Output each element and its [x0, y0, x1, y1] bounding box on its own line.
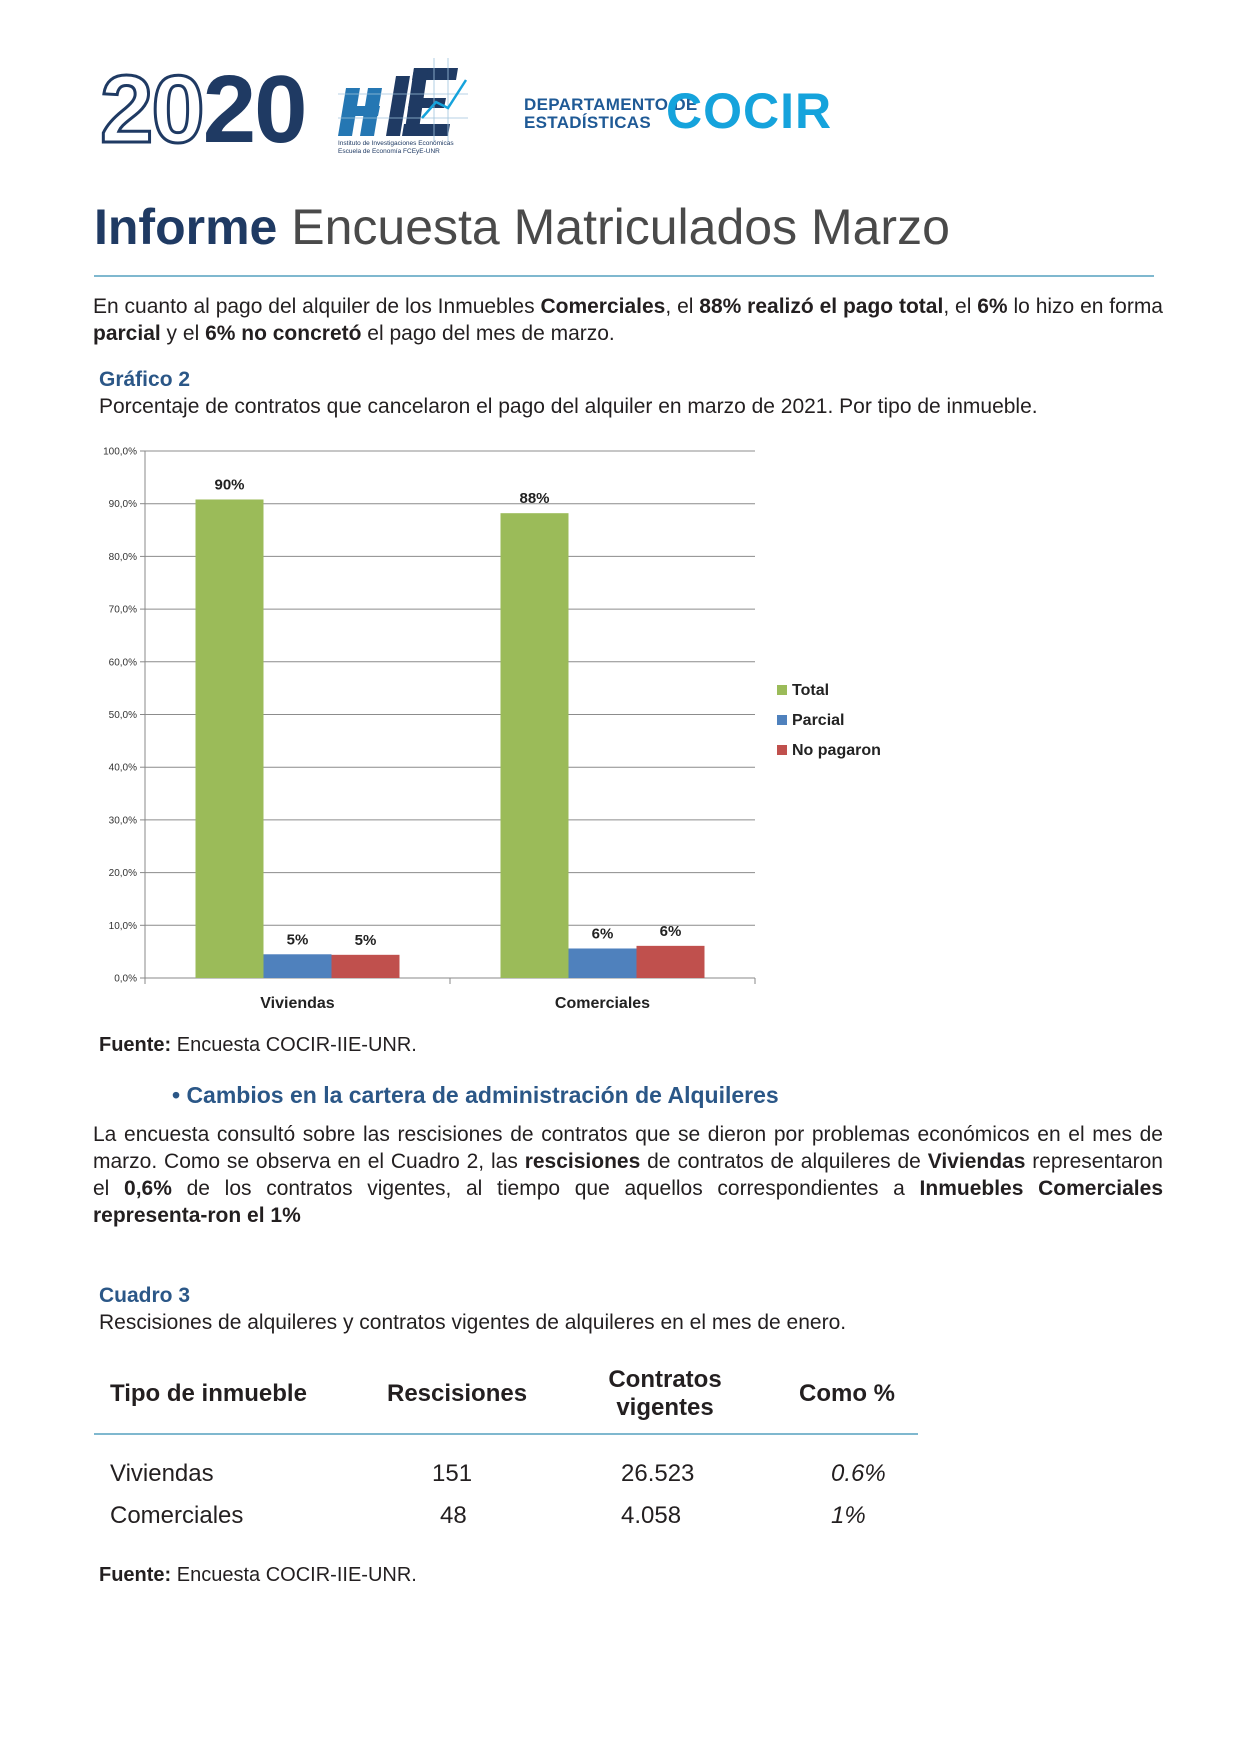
legend-label: No pagaron [792, 742, 881, 759]
row-comerciales-tipo: Comerciales [110, 1502, 244, 1529]
row-viviendas-rescisiones: 151 [432, 1460, 473, 1487]
grafico-label: Gráfico 2 [99, 368, 191, 391]
intro-bold: 88% realizó el pago total [699, 295, 944, 318]
source-label: Fuente: [99, 1034, 172, 1056]
title-divider [94, 275, 1154, 277]
para-bold: rescisiones [524, 1150, 641, 1173]
bar-parcial [569, 948, 637, 978]
bar-total [501, 513, 569, 978]
intro-bold: Comerciales [540, 295, 666, 318]
data-label: 6% [659, 922, 682, 940]
source-text: Encuesta COCIR-IIE-UNR. [171, 1564, 417, 1586]
para-text: de contratos de alquileres de [640, 1150, 928, 1173]
data-label: 88% [519, 490, 550, 508]
para-bold: Viviendas [927, 1150, 1026, 1173]
row-viviendas-tipo: Viviendas [110, 1460, 214, 1487]
y-tick-label: 10,0% [108, 920, 137, 932]
intro-text: , el [943, 295, 978, 318]
th-tipo: Tipo de inmueble [110, 1380, 307, 1407]
legend-label: Total [792, 682, 830, 699]
bar-total [196, 499, 264, 978]
intro-text: En cuanto al pago del alquiler de los Inmuebles [93, 295, 541, 318]
cocir-logo: COCIR [666, 83, 833, 139]
intro-text: , el [665, 295, 700, 318]
cuadro-source [99, 1564, 417, 1587]
data-label: 90% [214, 476, 245, 494]
th-como: Como % [799, 1380, 895, 1407]
rescisiones-paragraph [93, 1121, 1163, 1229]
y-tick-label: 50,0% [108, 710, 137, 721]
source-text: Encuesta COCIR-IIE-UNR. [171, 1034, 417, 1056]
y-tick-label: 60,0% [108, 657, 137, 669]
category-label: Viviendas [260, 995, 335, 1012]
th-rescisiones: Rescisiones [387, 1380, 528, 1407]
y-tick-label: 40,0% [108, 762, 137, 774]
data-label: 5% [354, 931, 377, 949]
para-bold: Inmuebles Comerciales representa-ron el 1% [93, 1177, 1163, 1227]
th-contratos-line1: Contratos [608, 1366, 722, 1393]
intro-text: lo hizo en forma [1007, 295, 1163, 318]
legend-swatch [777, 715, 787, 725]
cuadro-description: Rescisiones de alquileres y contratos vigentes de alquileres en el mes de enero. [99, 1311, 847, 1334]
table-header-divider [94, 1433, 918, 1435]
year-outline-digits: 20 [100, 56, 203, 163]
y-tick-label: 80,0% [108, 551, 137, 563]
row-comerciales-como: 1% [831, 1502, 866, 1529]
year-2020 [100, 56, 306, 163]
intro-bold: parcial [93, 322, 161, 345]
intro-bold: 6% no concretó [205, 322, 362, 345]
bar-parcial [264, 954, 332, 978]
para-text: de los contratos vigentes, al tiempo que aquellos correspondientes a [171, 1177, 920, 1200]
dept-line2: ESTADÍSTICAS [524, 112, 652, 132]
intro-text: y el [160, 322, 206, 345]
para-text: La encuesta consultó sobre las rescisiones de contratos que se dieron por problemas económicos en el mes de marzo. Como se observa en el Cuadro 2, las [93, 1123, 1163, 1173]
row-comerciales-rescisiones: 48 [440, 1502, 467, 1529]
iie-subtitle [338, 140, 498, 156]
legend-swatch [777, 685, 787, 695]
grafico-description: Porcentaje de contratos que cancelaron el pago del alquiler en marzo de 2021. Por tipo de inmueble. [99, 395, 1038, 418]
year-solid-digits: 20 [202, 56, 306, 163]
legend-swatch [777, 745, 787, 755]
cuadro-label: Cuadro 3 [99, 1284, 191, 1307]
y-tick-label: 100,0% [103, 446, 137, 458]
row-viviendas-contratos: 26.523 [621, 1460, 695, 1487]
y-tick-label: 90,0% [108, 499, 137, 511]
para-bold: 0,6% [124, 1177, 172, 1200]
bar-chart [100, 440, 900, 1015]
y-tick-label: 70,0% [108, 604, 137, 616]
row-comerciales-contratos: 4.058 [621, 1502, 682, 1529]
data-label: 6% [591, 925, 614, 943]
section-heading-cambios: • Cambios en la cartera de administración de Alquileres [172, 1082, 779, 1108]
th-contratos [600, 1366, 730, 1422]
iie-subtitle-line1: Instituto de Investigaciones Económicas [338, 140, 454, 147]
intro-paragraph [93, 293, 1163, 347]
para-text: representaron el [93, 1150, 1163, 1200]
y-tick-label: 20,0% [108, 868, 137, 880]
bar-no-pagaron [332, 955, 400, 978]
y-tick-label: 30,0% [108, 815, 137, 827]
th-contratos-line2: vigentes [616, 1394, 714, 1421]
y-tick-label: 0,0% [114, 973, 137, 985]
title-strong: Informe [94, 199, 278, 255]
title-light: Encuesta Matriculados Marzo [291, 199, 950, 255]
bar-no-pagaron [637, 946, 705, 978]
legend-label: Parcial [792, 712, 845, 729]
intro-bold: 6% [977, 295, 1008, 318]
category-label: Comerciales [554, 995, 651, 1012]
grafico-source [99, 1034, 417, 1057]
data-label: 5% [286, 931, 309, 949]
row-viviendas-como: 0.6% [831, 1460, 886, 1487]
source-label: Fuente: [99, 1564, 172, 1586]
intro-text: el pago del mes de marzo. [361, 322, 615, 345]
dept-line1: DEPARTAMENTO DE [524, 95, 698, 114]
page-title [94, 200, 950, 255]
iie-subtitle-line2: Escuela de Economía FCEyE-UNR [338, 147, 440, 155]
